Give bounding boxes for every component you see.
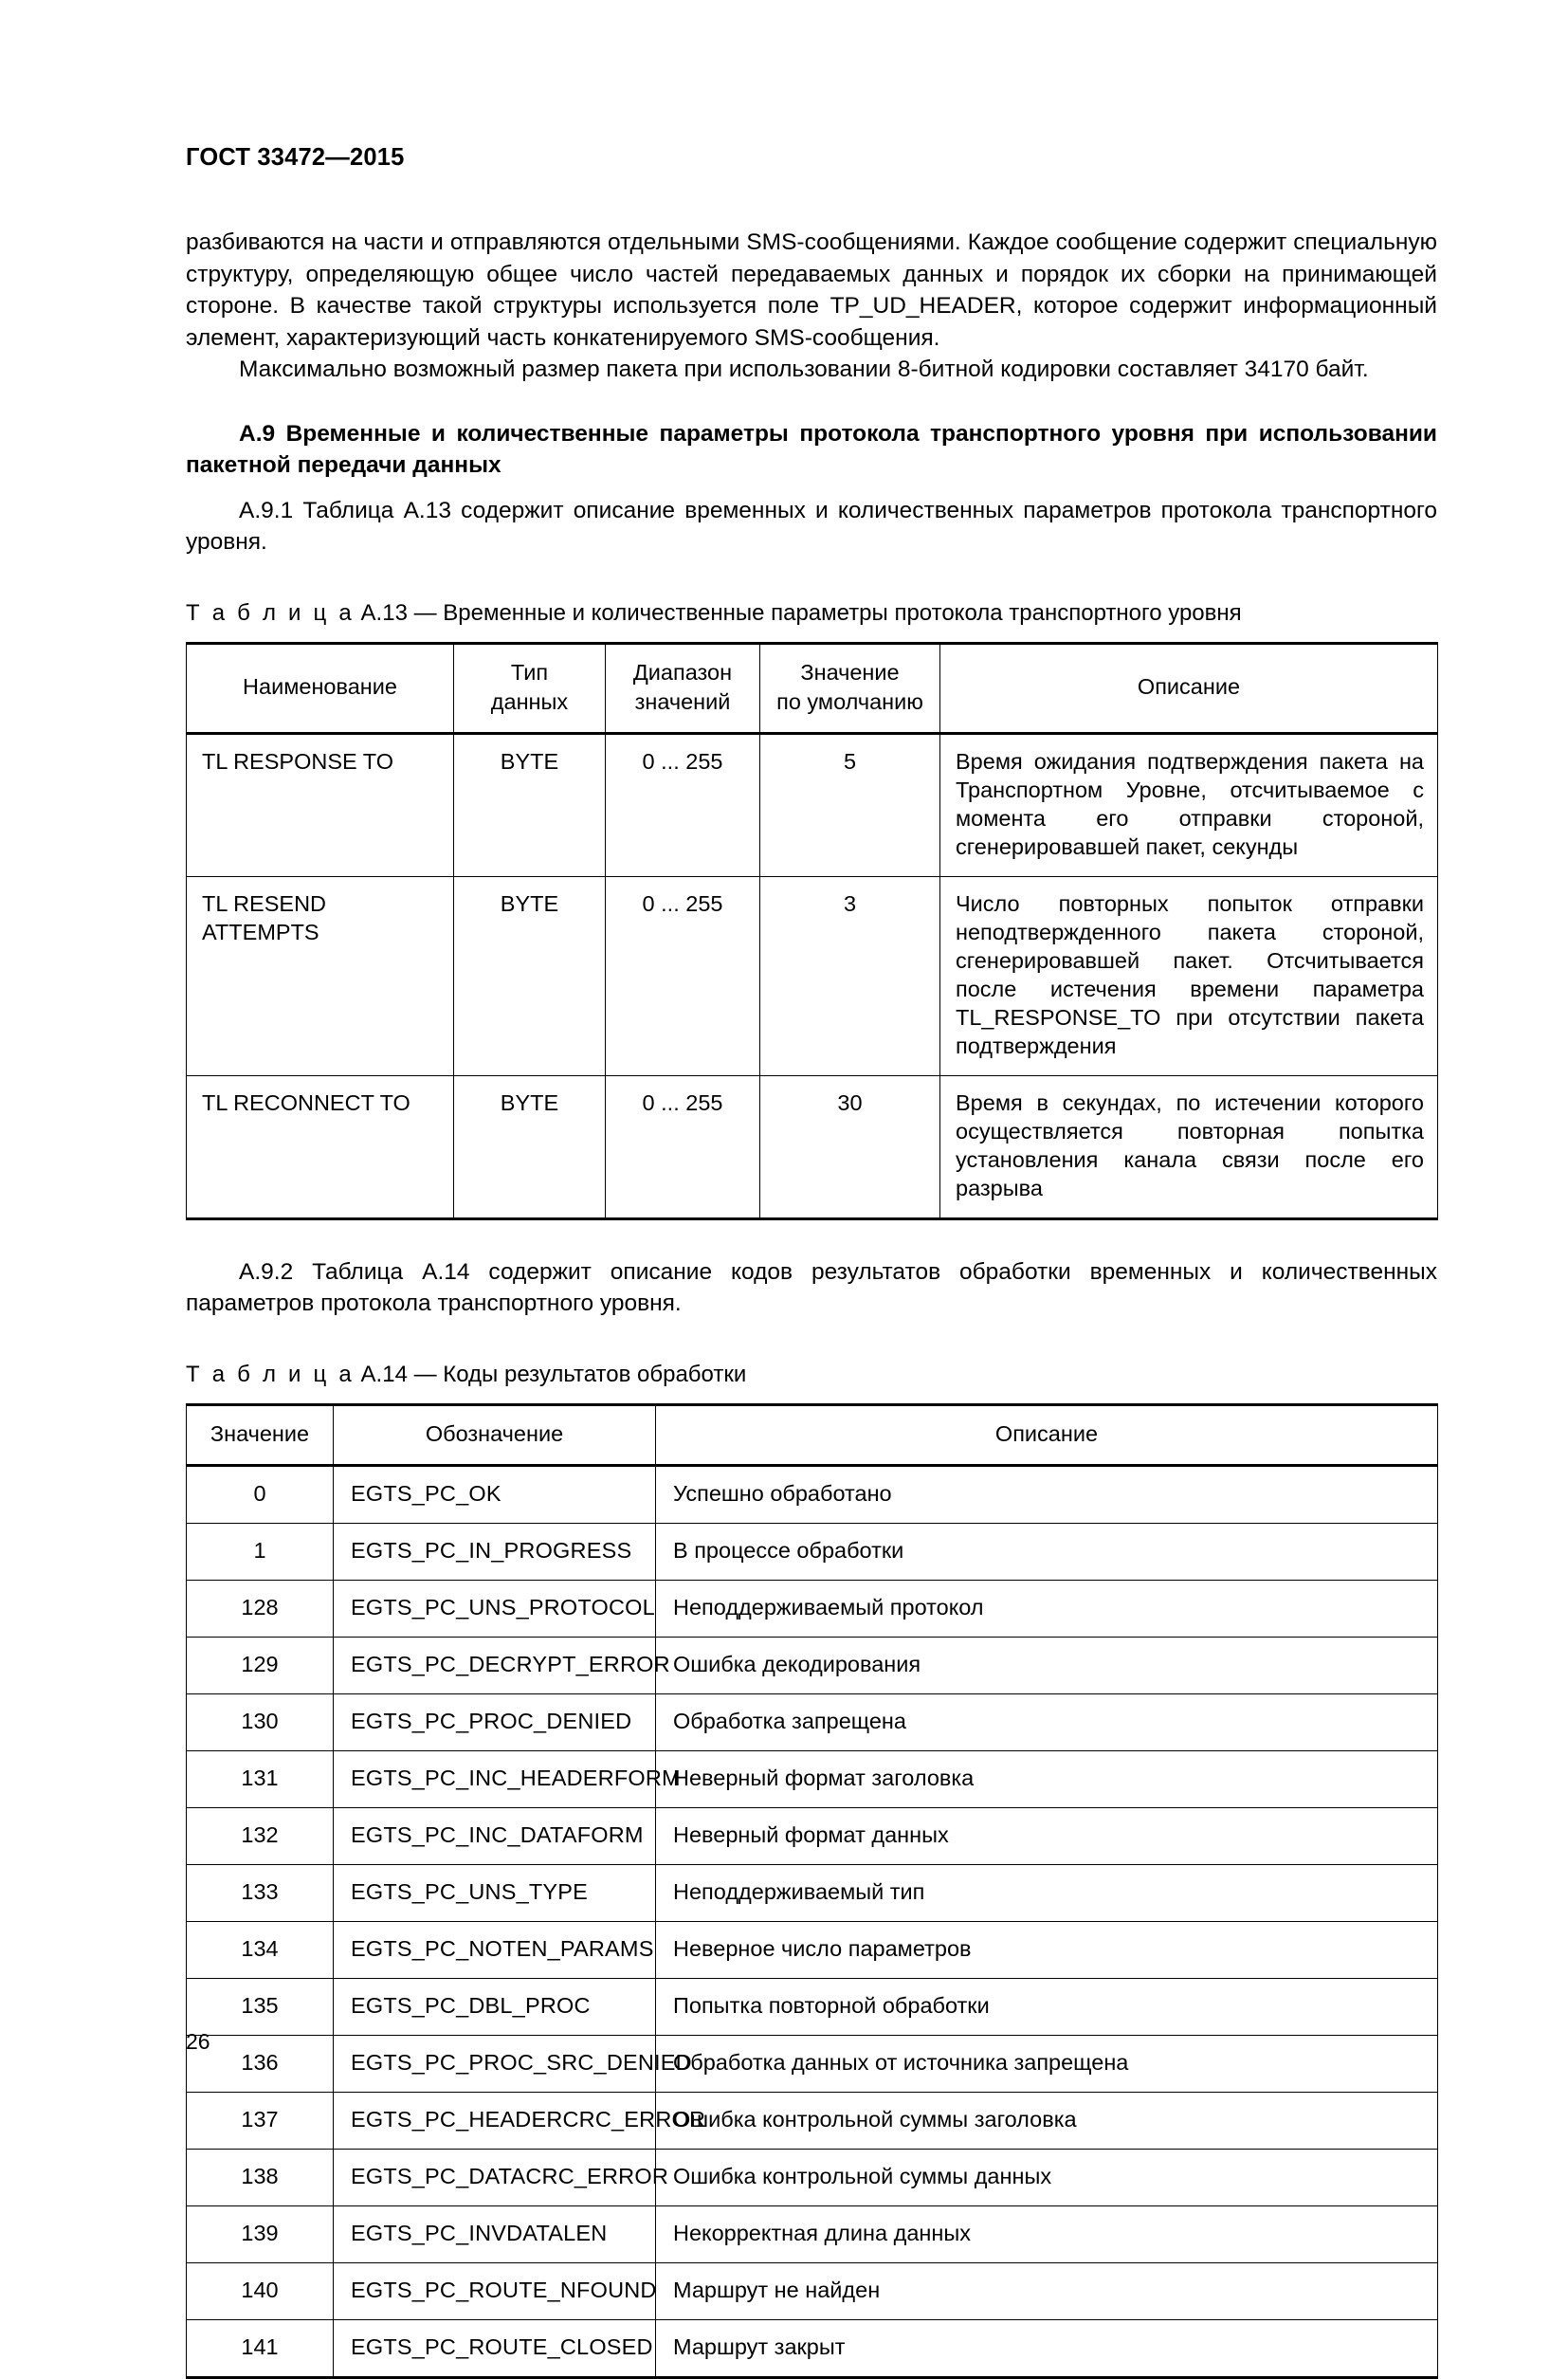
table-a14 bbox=[186, 1403, 1438, 2379]
table-row bbox=[187, 2092, 1438, 2149]
table-row bbox=[187, 1693, 1438, 1750]
table-a14-cell-value: 141 bbox=[187, 2319, 334, 2377]
table-a13-cell-name: TL RESEND ATTEMPTS bbox=[187, 876, 454, 1075]
table-a13-cell-type: BYTE bbox=[454, 733, 606, 876]
table-row bbox=[187, 2262, 1438, 2319]
table-a14-cell-designation: EGTS_PC_IN_PROGRESS bbox=[334, 1523, 656, 1580]
table-a13-caption-text: А.13 — Временные и количественные параметры протокола транспортного уровня bbox=[360, 599, 1242, 626]
table-a13-cell-range: 0 ... 255 bbox=[606, 1075, 760, 1218]
table-row bbox=[187, 1750, 1438, 1807]
table-a14-cell-value: 136 bbox=[187, 2035, 334, 2092]
table-a14-cell-value: 134 bbox=[187, 1921, 334, 1978]
table-a14-caption bbox=[186, 1360, 1437, 1390]
table-row bbox=[187, 2319, 1438, 2377]
table-a13-col-range bbox=[606, 643, 760, 733]
table-a13-col-type-line2: данных bbox=[490, 688, 569, 714]
table-a13-caption-lead: Т а б л и ц а bbox=[186, 599, 355, 626]
table-a14-cell-designation: EGTS_PC_DECRYPT_ERROR bbox=[334, 1637, 656, 1693]
table-a14-cell-description: Ошибка контрольной суммы заголовка bbox=[656, 2092, 1438, 2149]
table-a13-col-default bbox=[760, 643, 940, 733]
table-row bbox=[187, 2205, 1438, 2262]
table-a14-cell-value: 132 bbox=[187, 1807, 334, 1864]
table-row bbox=[187, 1637, 1438, 1693]
paragraph-a91: А.9.1 Таблица А.13 содержит описание временных и количественных параметров протокола транспортного уровня. bbox=[186, 497, 1437, 556]
table-row bbox=[187, 1807, 1438, 1864]
paragraph-a92: А.9.2 Таблица А.14 содержит описание кодов результатов обработки временных и количественных параметров протокола транспортного уровня. bbox=[186, 1258, 1437, 1317]
table-a14-cell-description: Маршрут закрыт bbox=[656, 2319, 1438, 2377]
table-a13-cell-range: 0 ... 255 bbox=[606, 876, 760, 1075]
table-a14-col-designation: Обозначение bbox=[334, 1404, 656, 1465]
table-a14-caption-lead: Т а б л и ц а bbox=[186, 1361, 355, 1387]
table-row bbox=[187, 1465, 1438, 1523]
table-a13-cell-type: BYTE bbox=[454, 876, 606, 1075]
table-a13-col-default-line2: по умолчанию bbox=[776, 688, 923, 714]
table-a14-cell-designation: EGTS_PC_PROC_SRC_DENIED bbox=[334, 2035, 656, 2092]
table-a14-cell-value: 133 bbox=[187, 1864, 334, 1921]
table-a14-cell-description: Маршрут не найден bbox=[656, 2262, 1438, 2319]
table-a14-cell-description: Некорректная длина данных bbox=[656, 2205, 1438, 2262]
table-a14-caption-text: А.14 — Коды результатов обработки bbox=[360, 1361, 747, 1387]
table-a14-col-value: Значение bbox=[187, 1404, 334, 1465]
table-a14-cell-value: 135 bbox=[187, 1978, 334, 2035]
table-a14-cell-designation: EGTS_PC_DATACRC_ERROR bbox=[334, 2149, 656, 2205]
intro-text-block bbox=[186, 227, 1437, 386]
table-a13-col-default-line1: Значение bbox=[800, 659, 900, 685]
table-a14-cell-value: 140 bbox=[187, 2262, 334, 2319]
table-a14-col-description: Описание bbox=[656, 1404, 1438, 1465]
clause-a92-block bbox=[186, 1256, 1437, 1320]
table-a13-cell-name: TL RESPONSE TO bbox=[187, 733, 454, 876]
table-a14-cell-description: Обработка данных от источника запрещена bbox=[656, 2035, 1438, 2092]
table-a14-cell-value: 131 bbox=[187, 1750, 334, 1807]
table-a14-cell-description: Неподдерживаемый протокол bbox=[656, 1580, 1438, 1637]
table-a13-cell-description: Число повторных попыток отправки неподтвержденного пакета стороной, сгенерировавшей пакет. Отсчитывается после истечения времени параметра TL_RESPONSE_TO при отсутствии пакета подтверждения bbox=[940, 876, 1438, 1075]
table-a14-cell-description: Ошибка декодирования bbox=[656, 1637, 1438, 1693]
table-a13-cell-default: 30 bbox=[760, 1075, 940, 1218]
page-number: 26 bbox=[186, 2029, 210, 2054]
table-a13-caption bbox=[186, 598, 1437, 629]
table-a14-cell-value: 138 bbox=[187, 2149, 334, 2205]
table-a13-col-description bbox=[940, 643, 1438, 733]
table-a14-cell-designation: EGTS_PC_INVDATALEN bbox=[334, 2205, 656, 2262]
table-a14-cell-description: Неподдерживаемый тип bbox=[656, 1864, 1438, 1921]
table-a14-cell-description: Неверный формат данных bbox=[656, 1807, 1438, 1864]
table-row bbox=[187, 1580, 1438, 1637]
table-a14-cell-designation: EGTS_PC_OK bbox=[334, 1465, 656, 1523]
table-a14-cell-designation: EGTS_PC_UNS_TYPE bbox=[334, 1864, 656, 1921]
table-a13-col-name-label: Наименование bbox=[243, 674, 397, 700]
table-a14-cell-value: 128 bbox=[187, 1580, 334, 1637]
table-a14-cell-value: 129 bbox=[187, 1637, 334, 1693]
table-a13-body bbox=[187, 733, 1438, 1218]
table-row bbox=[187, 1523, 1438, 1580]
table-a14-cell-designation: EGTS_PC_ROUTE_NFOUND bbox=[334, 2262, 656, 2319]
section-heading-a9: А.9 Временные и количественные параметры протокола транспортного уровня при использовании пакетной передачи данных bbox=[186, 420, 1437, 479]
table-row bbox=[187, 2035, 1438, 2092]
page-content bbox=[186, 0, 1437, 2379]
table-a13-col-name bbox=[187, 643, 454, 733]
table-a14-cell-description: Успешно обработано bbox=[656, 1465, 1438, 1523]
table-a14-cell-value: 130 bbox=[187, 1693, 334, 1750]
table-a14-cell-value: 137 bbox=[187, 2092, 334, 2149]
table-row bbox=[187, 1978, 1438, 2035]
table-a14-cell-designation: EGTS_PC_UNS_PROTOCOL bbox=[334, 1580, 656, 1637]
table-a13-cell-default: 5 bbox=[760, 733, 940, 876]
paragraph-continuation: разбиваются на части и отправляются отдельными SMS-сообщениями. Каждое сообщение содержит специальную структуру, определяющую общее число частей передаваемых данных и порядок их сборки на принимающей стороне. В качестве такой структуры используется поле TP_UD_HEADER, которое содержит информационный элемент, характеризующий часть конкатенируемого SMS-сообщения. bbox=[186, 229, 1437, 351]
table-a14-cell-designation: EGTS_PC_PROC_DENIED bbox=[334, 1693, 656, 1750]
table-a14-cell-designation: EGTS_PC_NOTEN_PARAMS bbox=[334, 1921, 656, 1978]
table-a13-col-range-line1: Диапазон bbox=[632, 659, 733, 685]
table-a14-cell-description: Попытка повторной обработки bbox=[656, 1978, 1438, 2035]
table-row bbox=[187, 2149, 1438, 2205]
table-a14-cell-designation: EGTS_PC_ROUTE_CLOSED bbox=[334, 2319, 656, 2377]
table-a14-cell-designation: EGTS_PC_HEADERCRC_ERROR bbox=[334, 2092, 656, 2149]
table-a13-col-range-line2: значений bbox=[634, 688, 731, 714]
table-a13-col-type-line1: Тип bbox=[510, 659, 549, 685]
table-a13-col-description-label: Описание bbox=[1137, 674, 1241, 700]
table-a13-cell-name: TL RECONNECT TO bbox=[187, 1075, 454, 1218]
table-a13-cell-description: Время ожидания подтверждения пакета на Транспортном Уровне, отсчитываемое с момента его отправки стороной, сгенерировавшей пакет, секунды bbox=[940, 733, 1438, 876]
table-row bbox=[187, 733, 1438, 876]
table-a13-col-type bbox=[454, 643, 606, 733]
clause-a91-block bbox=[186, 495, 1437, 558]
table-a14-cell-value: 139 bbox=[187, 2205, 334, 2262]
table-a14-cell-description: Ошибка контрольной суммы данных bbox=[656, 2149, 1438, 2205]
table-a14-cell-description: Обработка запрещена bbox=[656, 1693, 1438, 1750]
table-a13 bbox=[186, 642, 1438, 1220]
table-a14-body bbox=[187, 1465, 1438, 2377]
table-a13-cell-range: 0 ... 255 bbox=[606, 733, 760, 876]
table-a13-cell-default: 3 bbox=[760, 876, 940, 1075]
table-a14-cell-value: 1 bbox=[187, 1523, 334, 1580]
table-a14-cell-designation: EGTS_PC_INC_HEADERFORM bbox=[334, 1750, 656, 1807]
running-header: ГОСТ 33472—2015 bbox=[186, 144, 405, 171]
table-row bbox=[187, 1075, 1438, 1218]
table-a14-cell-description: В процессе обработки bbox=[656, 1523, 1438, 1580]
paragraph-max-packet-size: Максимально возможный размер пакета при использовании 8-битной кодировки составляет 34170 байт. bbox=[239, 357, 1369, 383]
table-a14-cell-description: Неверное число параметров bbox=[656, 1921, 1438, 1978]
table-a13-cell-description: Время в секундах, по истечении которого осуществляется повторная попытка установления канала связи после его разрыва bbox=[940, 1075, 1438, 1218]
table-row bbox=[187, 876, 1438, 1075]
table-a14-cell-description: Неверный формат заголовка bbox=[656, 1750, 1438, 1807]
table-row bbox=[187, 1921, 1438, 1978]
table-a14-cell-value: 0 bbox=[187, 1465, 334, 1523]
table-a13-header-row bbox=[187, 643, 1438, 733]
table-a13-cell-type: BYTE bbox=[454, 1075, 606, 1218]
table-row bbox=[187, 1864, 1438, 1921]
table-a14-cell-designation: EGTS_PC_DBL_PROC bbox=[334, 1978, 656, 2035]
table-a14-header-row bbox=[187, 1404, 1438, 1465]
table-a14-cell-designation: EGTS_PC_INC_DATAFORM bbox=[334, 1807, 656, 1864]
